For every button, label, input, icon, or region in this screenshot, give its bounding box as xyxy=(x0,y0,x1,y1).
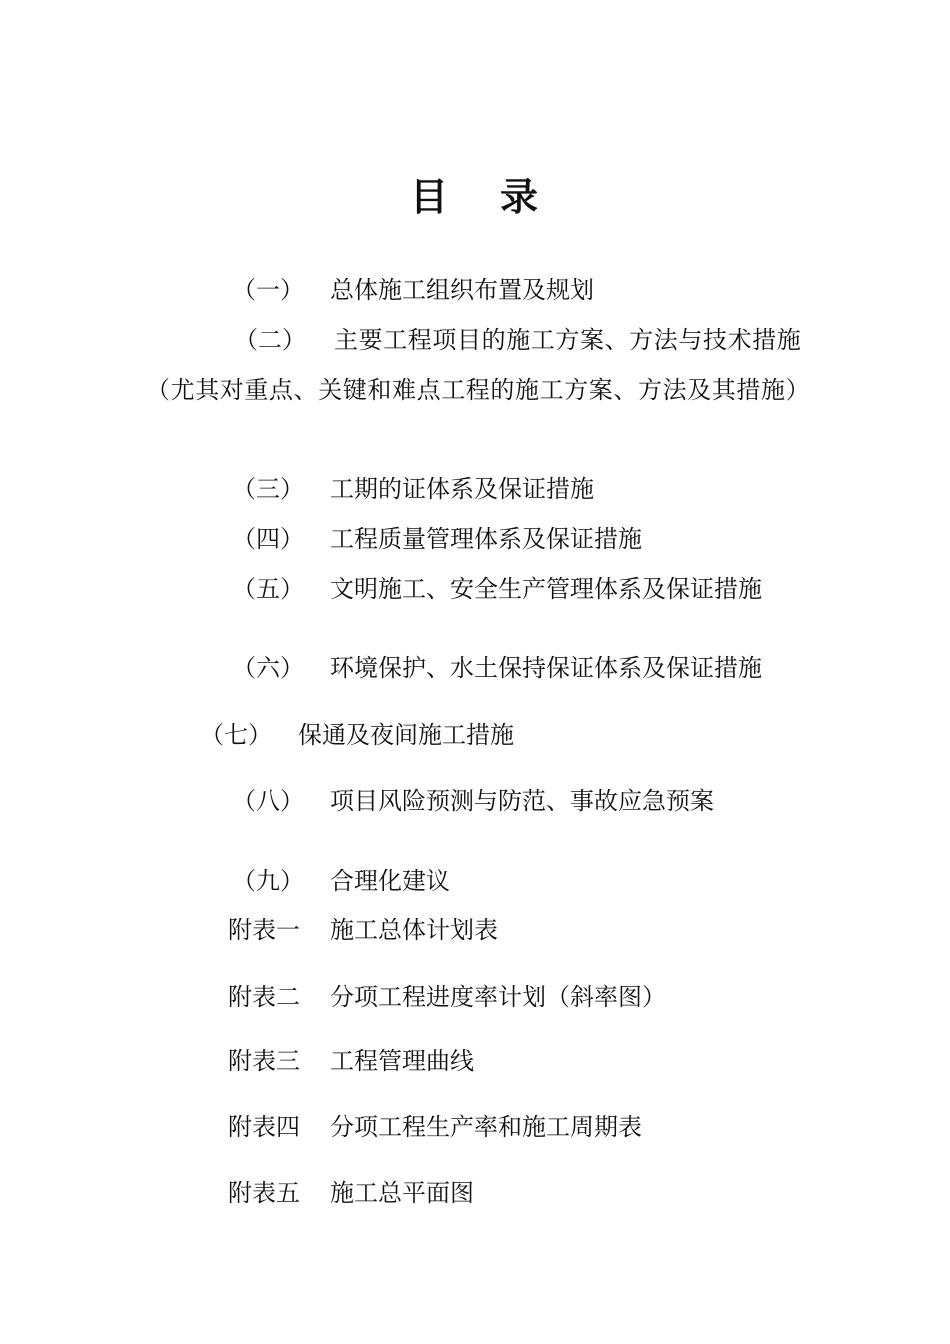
toc-item-text: 保通及夜间施工措施 xyxy=(298,721,514,749)
toc-item-3 xyxy=(232,474,594,504)
appendix-item-1 xyxy=(228,915,498,945)
toc-item-9 xyxy=(232,866,450,896)
toc-item-number: （一） xyxy=(232,276,304,304)
toc-item-text: 合理化建议 xyxy=(330,867,450,895)
appendix-text: 分项工程进度率计划（斜率图） xyxy=(330,983,666,1011)
toc-item-number: （九） xyxy=(232,867,304,895)
toc-item-7 xyxy=(200,720,514,750)
toc-item-text: 工程质量管理体系及保证措施 xyxy=(330,525,642,553)
toc-item-number: （六） xyxy=(232,654,304,682)
toc-item-2 xyxy=(146,315,816,415)
toc-item-8 xyxy=(232,786,714,816)
toc-item-text: 环境保护、水土保持保证体系及保证措施 xyxy=(330,654,762,682)
toc-item-text: 总体施工组织布置及规划 xyxy=(330,276,594,304)
toc-item-6 xyxy=(232,653,762,683)
appendix-text: 分项工程生产率和施工周期表 xyxy=(330,1113,642,1141)
appendix-item-4 xyxy=(228,1112,642,1142)
title-char-1: 目 xyxy=(409,174,450,219)
toc-item-number: （八） xyxy=(232,787,304,815)
page-title xyxy=(0,166,950,221)
toc-item-5 xyxy=(232,574,762,604)
toc-item-text: 项目风险预测与防范、事故应急预案 xyxy=(330,787,714,815)
appendix-item-5 xyxy=(228,1178,474,1208)
appendix-number: 附表一 xyxy=(228,916,300,944)
appendix-text: 施工总平面图 xyxy=(330,1179,474,1207)
appendix-text: 施工总体计划表 xyxy=(330,916,498,944)
appendix-number: 附表五 xyxy=(228,1179,300,1207)
toc-item-number: （二） xyxy=(234,326,306,354)
toc-item-number: （五） xyxy=(232,575,304,603)
toc-item-number: （三） xyxy=(232,475,304,503)
appendix-item-3 xyxy=(228,1046,474,1076)
toc-item-text: 文明施工、安全生产管理体系及保证措施 xyxy=(330,575,762,603)
appendix-number: 附表二 xyxy=(228,983,300,1011)
appendix-number: 附表三 xyxy=(228,1047,300,1075)
appendix-number: 附表四 xyxy=(228,1113,300,1141)
toc-item-number: （七） xyxy=(200,721,272,749)
toc-item-number: （四） xyxy=(232,525,304,553)
appendix-text: 工程管理曲线 xyxy=(330,1047,474,1075)
appendix-item-2 xyxy=(228,982,666,1012)
title-char-2: 录 xyxy=(500,174,541,219)
toc-item-text: 主要工程项目的施工方案、方法与技术措施（尤其对重点、关键和难点工程的施工方案、方法及其措施） xyxy=(146,326,811,404)
toc-item-text: 工期的证体系及保证措施 xyxy=(330,475,594,503)
toc-item-1 xyxy=(232,275,594,305)
toc-item-4 xyxy=(232,524,642,554)
